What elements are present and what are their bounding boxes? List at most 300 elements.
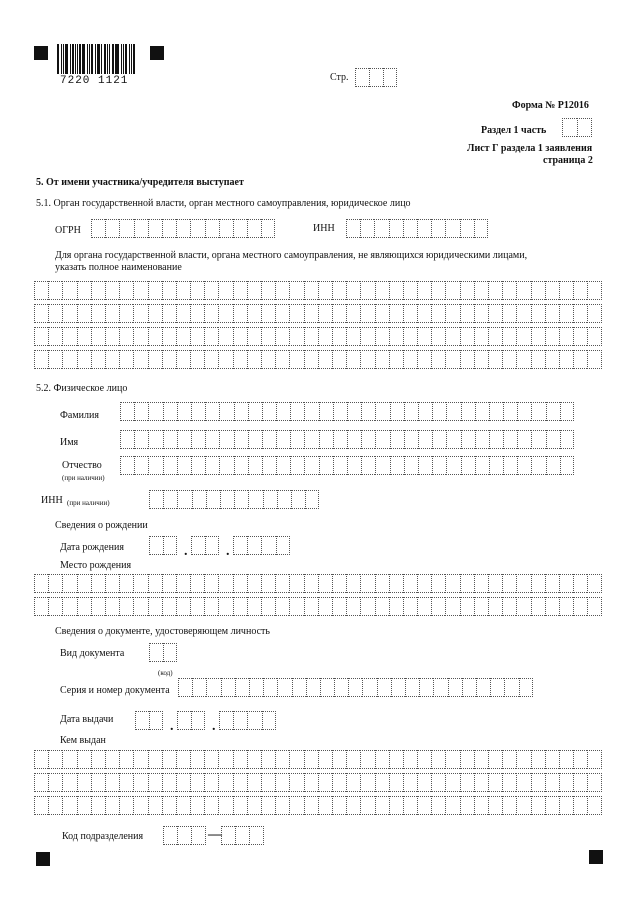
input-cell[interactable] xyxy=(105,304,119,323)
input-cell[interactable] xyxy=(261,773,275,792)
input-cell[interactable] xyxy=(148,430,162,449)
input-cell[interactable] xyxy=(545,304,559,323)
input-cell[interactable] xyxy=(162,304,176,323)
input-cell[interactable] xyxy=(191,826,205,845)
input-cell[interactable] xyxy=(234,430,248,449)
input-cell[interactable] xyxy=(290,456,304,475)
input-cell[interactable] xyxy=(516,773,530,792)
input-cell[interactable] xyxy=(445,796,459,815)
input-cell[interactable] xyxy=(62,350,76,369)
input-cell[interactable] xyxy=(34,597,48,616)
input-cell[interactable] xyxy=(204,597,218,616)
input-cell[interactable] xyxy=(262,456,276,475)
input-cell[interactable] xyxy=(148,456,162,475)
input-cell[interactable] xyxy=(178,678,192,697)
input-cell[interactable] xyxy=(176,574,190,593)
input-cell[interactable] xyxy=(445,350,459,369)
input-cell[interactable] xyxy=(34,327,48,346)
input-cell[interactable] xyxy=(276,456,290,475)
input-cell[interactable] xyxy=(91,281,105,300)
input-cell[interactable] xyxy=(290,402,304,421)
input-cell[interactable] xyxy=(460,750,474,769)
input-cell[interactable] xyxy=(460,796,474,815)
input-cell[interactable] xyxy=(91,304,105,323)
input-cell[interactable] xyxy=(261,281,275,300)
series-cells[interactable] xyxy=(178,678,533,697)
input-cell[interactable] xyxy=(48,773,62,792)
input-cell[interactable] xyxy=(204,281,218,300)
input-cell[interactable] xyxy=(559,750,573,769)
input-cell[interactable] xyxy=(559,304,573,323)
input-cell[interactable] xyxy=(403,350,417,369)
input-cell[interactable] xyxy=(516,574,530,593)
input-cell[interactable] xyxy=(389,350,403,369)
input-cell[interactable] xyxy=(404,456,418,475)
input-cell[interactable] xyxy=(360,219,374,238)
input-cell[interactable] xyxy=(176,796,190,815)
input-cell[interactable] xyxy=(134,430,148,449)
input-cell[interactable] xyxy=(431,796,445,815)
input-cell[interactable] xyxy=(289,597,303,616)
input-cell[interactable] xyxy=(375,350,389,369)
input-cell[interactable] xyxy=(445,574,459,593)
input-cell[interactable] xyxy=(346,219,360,238)
input-cell[interactable] xyxy=(221,678,235,697)
input-cell[interactable] xyxy=(318,750,332,769)
input-cell[interactable] xyxy=(417,281,431,300)
input-cell[interactable] xyxy=(488,773,502,792)
input-cell[interactable] xyxy=(560,430,574,449)
input-cell[interactable] xyxy=(304,430,318,449)
inn-cells[interactable] xyxy=(346,219,488,238)
input-cell[interactable] xyxy=(346,597,360,616)
input-cell[interactable] xyxy=(289,796,303,815)
input-cell[interactable] xyxy=(361,402,375,421)
input-cell[interactable] xyxy=(462,678,476,697)
input-cell[interactable] xyxy=(190,281,204,300)
input-cell[interactable] xyxy=(304,796,318,815)
input-cell[interactable] xyxy=(176,350,190,369)
input-cell[interactable] xyxy=(346,350,360,369)
doc-type-cells[interactable] xyxy=(149,643,177,662)
input-cell[interactable] xyxy=(176,327,190,346)
input-cell[interactable] xyxy=(503,456,517,475)
input-cell[interactable] xyxy=(377,678,391,697)
input-cell[interactable] xyxy=(91,350,105,369)
input-cell[interactable] xyxy=(418,430,432,449)
input-cell[interactable] xyxy=(332,304,346,323)
input-cell[interactable] xyxy=(489,456,503,475)
input-cell[interactable] xyxy=(162,327,176,346)
input-cell[interactable] xyxy=(162,350,176,369)
birth-year-cells[interactable] xyxy=(233,536,290,555)
input-cell[interactable] xyxy=(332,350,346,369)
input-cell[interactable] xyxy=(275,750,289,769)
input-cell[interactable] xyxy=(587,350,601,369)
input-cell[interactable] xyxy=(418,456,432,475)
input-cell[interactable] xyxy=(119,773,133,792)
input-cell[interactable] xyxy=(120,456,134,475)
input-cell[interactable] xyxy=(347,402,361,421)
input-cell[interactable] xyxy=(403,796,417,815)
name-cells[interactable] xyxy=(120,430,574,449)
input-cell[interactable] xyxy=(417,574,431,593)
input-cell[interactable] xyxy=(318,327,332,346)
surname-cells[interactable] xyxy=(120,402,574,421)
input-cell[interactable] xyxy=(233,536,247,555)
input-cell[interactable] xyxy=(531,574,545,593)
input-cell[interactable] xyxy=(204,304,218,323)
input-cell[interactable] xyxy=(262,430,276,449)
input-cell[interactable] xyxy=(516,750,530,769)
input-cell[interactable] xyxy=(573,281,587,300)
input-cell[interactable] xyxy=(587,773,601,792)
input-cell[interactable] xyxy=(162,597,176,616)
input-cell[interactable] xyxy=(531,597,545,616)
input-cell[interactable] xyxy=(446,430,460,449)
input-cell[interactable] xyxy=(247,796,261,815)
input-cell[interactable] xyxy=(191,430,205,449)
issued-by-row-3[interactable] xyxy=(34,796,602,815)
input-cell[interactable] xyxy=(516,350,530,369)
input-cell[interactable] xyxy=(531,456,545,475)
input-cell[interactable] xyxy=(177,402,191,421)
input-cell[interactable] xyxy=(235,678,249,697)
input-cell[interactable] xyxy=(275,327,289,346)
input-cell[interactable] xyxy=(559,773,573,792)
input-cell[interactable] xyxy=(531,773,545,792)
input-cell[interactable] xyxy=(559,281,573,300)
input-cell[interactable] xyxy=(149,643,163,662)
input-cell[interactable] xyxy=(445,304,459,323)
input-cell[interactable] xyxy=(134,456,148,475)
page-number-cells[interactable] xyxy=(355,68,397,87)
input-cell[interactable] xyxy=(204,350,218,369)
input-cell[interactable] xyxy=(148,796,162,815)
input-cell[interactable] xyxy=(474,796,488,815)
input-cell[interactable] xyxy=(488,574,502,593)
dept-code-cells-1[interactable] xyxy=(163,826,206,845)
input-cell[interactable] xyxy=(119,350,133,369)
input-cell[interactable] xyxy=(504,678,518,697)
input-cell[interactable] xyxy=(62,281,76,300)
input-cell[interactable] xyxy=(389,304,403,323)
input-cell[interactable] xyxy=(91,327,105,346)
input-cell[interactable] xyxy=(234,402,248,421)
input-cell[interactable] xyxy=(77,597,91,616)
input-cell[interactable] xyxy=(290,430,304,449)
input-cell[interactable] xyxy=(233,750,247,769)
name-row-2[interactable] xyxy=(34,304,602,323)
input-cell[interactable] xyxy=(361,456,375,475)
input-cell[interactable] xyxy=(177,430,191,449)
input-cell[interactable] xyxy=(247,711,261,730)
input-cell[interactable] xyxy=(502,327,516,346)
input-cell[interactable] xyxy=(587,281,601,300)
input-cell[interactable] xyxy=(218,350,232,369)
input-cell[interactable] xyxy=(133,574,147,593)
input-cell[interactable] xyxy=(516,304,530,323)
input-cell[interactable] xyxy=(304,750,318,769)
input-cell[interactable] xyxy=(318,304,332,323)
input-cell[interactable] xyxy=(105,219,119,238)
input-cell[interactable] xyxy=(304,304,318,323)
input-cell[interactable] xyxy=(247,219,261,238)
input-cell[interactable] xyxy=(448,678,462,697)
input-cell[interactable] xyxy=(218,597,232,616)
input-cell[interactable] xyxy=(545,574,559,593)
input-cell[interactable] xyxy=(306,678,320,697)
input-cell[interactable] xyxy=(445,597,459,616)
input-cell[interactable] xyxy=(347,456,361,475)
input-cell[interactable] xyxy=(489,430,503,449)
input-cell[interactable] xyxy=(545,327,559,346)
input-cell[interactable] xyxy=(247,281,261,300)
input-cell[interactable] xyxy=(235,826,249,845)
input-cell[interactable] xyxy=(460,304,474,323)
input-cell[interactable] xyxy=(247,597,261,616)
input-cell[interactable] xyxy=(190,796,204,815)
input-cell[interactable] xyxy=(545,597,559,616)
input-cell[interactable] xyxy=(545,750,559,769)
input-cell[interactable] xyxy=(205,536,219,555)
input-cell[interactable] xyxy=(417,350,431,369)
input-cell[interactable] xyxy=(192,490,206,509)
input-cell[interactable] xyxy=(162,773,176,792)
input-cell[interactable] xyxy=(62,773,76,792)
input-cell[interactable] xyxy=(163,402,177,421)
input-cell[interactable] xyxy=(133,750,147,769)
input-cell[interactable] xyxy=(546,402,560,421)
input-cell[interactable] xyxy=(177,490,191,509)
input-cell[interactable] xyxy=(474,219,488,238)
input-cell[interactable] xyxy=(220,490,234,509)
birth-day-cells[interactable] xyxy=(149,536,177,555)
input-cell[interactable] xyxy=(191,456,205,475)
input-cell[interactable] xyxy=(390,430,404,449)
input-cell[interactable] xyxy=(332,597,346,616)
input-cell[interactable] xyxy=(559,574,573,593)
input-cell[interactable] xyxy=(490,678,504,697)
issue-month-cells[interactable] xyxy=(177,711,205,730)
input-cell[interactable] xyxy=(305,490,319,509)
issued-by-row-1[interactable] xyxy=(34,750,602,769)
input-cell[interactable] xyxy=(474,327,488,346)
birth-month-cells[interactable] xyxy=(191,536,219,555)
input-cell[interactable] xyxy=(573,750,587,769)
input-cell[interactable] xyxy=(134,402,148,421)
input-cell[interactable] xyxy=(190,773,204,792)
input-cell[interactable] xyxy=(119,750,133,769)
input-cell[interactable] xyxy=(488,597,502,616)
input-cell[interactable] xyxy=(360,750,374,769)
input-cell[interactable] xyxy=(432,430,446,449)
input-cell[interactable] xyxy=(205,430,219,449)
input-cell[interactable] xyxy=(475,402,489,421)
input-cell[interactable] xyxy=(119,281,133,300)
input-cell[interactable] xyxy=(206,490,220,509)
input-cell[interactable] xyxy=(263,678,277,697)
input-cell[interactable] xyxy=(221,826,235,845)
input-cell[interactable] xyxy=(91,574,105,593)
input-cell[interactable] xyxy=(431,327,445,346)
input-cell[interactable] xyxy=(119,796,133,815)
input-cell[interactable] xyxy=(190,219,204,238)
input-cell[interactable] xyxy=(218,773,232,792)
input-cell[interactable] xyxy=(375,796,389,815)
input-cell[interactable] xyxy=(275,350,289,369)
input-cell[interactable] xyxy=(361,430,375,449)
input-cell[interactable] xyxy=(204,750,218,769)
input-cell[interactable] xyxy=(360,796,374,815)
input-cell[interactable] xyxy=(503,430,517,449)
input-cell[interactable] xyxy=(461,430,475,449)
input-cell[interactable] xyxy=(275,597,289,616)
input-cell[interactable] xyxy=(48,574,62,593)
input-cell[interactable] xyxy=(417,750,431,769)
input-cell[interactable] xyxy=(304,350,318,369)
input-cell[interactable] xyxy=(62,574,76,593)
input-cell[interactable] xyxy=(546,456,560,475)
input-cell[interactable] xyxy=(176,219,190,238)
input-cell[interactable] xyxy=(346,796,360,815)
input-cell[interactable] xyxy=(375,456,389,475)
ogrn-cells[interactable] xyxy=(91,219,275,238)
input-cell[interactable] xyxy=(517,430,531,449)
input-cell[interactable] xyxy=(48,350,62,369)
input-cell[interactable] xyxy=(346,304,360,323)
input-cell[interactable] xyxy=(162,219,176,238)
input-cell[interactable] xyxy=(162,574,176,593)
input-cell[interactable] xyxy=(531,750,545,769)
input-cell[interactable] xyxy=(360,574,374,593)
input-cell[interactable] xyxy=(204,327,218,346)
input-cell[interactable] xyxy=(417,327,431,346)
input-cell[interactable] xyxy=(48,327,62,346)
input-cell[interactable] xyxy=(275,281,289,300)
input-cell[interactable] xyxy=(261,574,275,593)
issued-by-row-2[interactable] xyxy=(34,773,602,792)
input-cell[interactable] xyxy=(517,402,531,421)
input-cell[interactable] xyxy=(91,597,105,616)
input-cell[interactable] xyxy=(432,402,446,421)
input-cell[interactable] xyxy=(417,773,431,792)
input-cell[interactable] xyxy=(403,597,417,616)
input-cell[interactable] xyxy=(148,327,162,346)
input-cell[interactable] xyxy=(346,574,360,593)
part-cells[interactable] xyxy=(562,118,592,137)
input-cell[interactable] xyxy=(233,281,247,300)
input-cell[interactable] xyxy=(502,281,516,300)
input-cell[interactable] xyxy=(248,430,262,449)
input-cell[interactable] xyxy=(304,402,318,421)
input-cell[interactable] xyxy=(190,327,204,346)
input-cell[interactable] xyxy=(318,574,332,593)
input-cell[interactable] xyxy=(475,430,489,449)
input-cell[interactable] xyxy=(318,773,332,792)
input-cell[interactable] xyxy=(546,430,560,449)
input-cell[interactable] xyxy=(218,750,232,769)
input-cell[interactable] xyxy=(119,304,133,323)
input-cell[interactable] xyxy=(403,304,417,323)
input-cell[interactable] xyxy=(375,402,389,421)
input-cell[interactable] xyxy=(502,574,516,593)
input-cell[interactable] xyxy=(163,490,177,509)
input-cell[interactable] xyxy=(417,304,431,323)
input-cell[interactable] xyxy=(346,327,360,346)
input-cell[interactable] xyxy=(445,750,459,769)
input-cell[interactable] xyxy=(119,327,133,346)
input-cell[interactable] xyxy=(233,574,247,593)
input-cell[interactable] xyxy=(149,536,163,555)
input-cell[interactable] xyxy=(162,796,176,815)
input-cell[interactable] xyxy=(559,796,573,815)
input-cell[interactable] xyxy=(559,350,573,369)
input-cell[interactable] xyxy=(375,773,389,792)
input-cell[interactable] xyxy=(247,574,261,593)
input-cell[interactable] xyxy=(205,402,219,421)
input-cell[interactable] xyxy=(403,574,417,593)
input-cell[interactable] xyxy=(332,327,346,346)
input-cell[interactable] xyxy=(460,773,474,792)
input-cell[interactable] xyxy=(360,597,374,616)
input-cell[interactable] xyxy=(219,219,233,238)
input-cell[interactable] xyxy=(347,430,361,449)
input-cell[interactable] xyxy=(204,796,218,815)
input-cell[interactable] xyxy=(233,796,247,815)
input-cell[interactable] xyxy=(531,350,545,369)
input-cell[interactable] xyxy=(34,350,48,369)
input-cell[interactable] xyxy=(176,773,190,792)
input-cell[interactable] xyxy=(389,219,403,238)
input-cell[interactable] xyxy=(460,350,474,369)
input-cell[interactable] xyxy=(62,750,76,769)
input-cell[interactable] xyxy=(248,456,262,475)
input-cell[interactable] xyxy=(431,574,445,593)
input-cell[interactable] xyxy=(105,327,119,346)
input-cell[interactable] xyxy=(34,796,48,815)
input-cell[interactable] xyxy=(105,350,119,369)
input-cell[interactable] xyxy=(502,597,516,616)
input-cell[interactable] xyxy=(404,430,418,449)
input-cell[interactable] xyxy=(219,711,233,730)
input-cell[interactable] xyxy=(531,327,545,346)
input-cell[interactable] xyxy=(62,597,76,616)
input-cell[interactable] xyxy=(48,597,62,616)
input-cell[interactable] xyxy=(445,327,459,346)
input-cell[interactable] xyxy=(474,574,488,593)
input-cell[interactable] xyxy=(190,350,204,369)
name-row-1[interactable] xyxy=(34,281,602,300)
input-cell[interactable] xyxy=(432,456,446,475)
input-cell[interactable] xyxy=(587,750,601,769)
input-cell[interactable] xyxy=(360,773,374,792)
input-cell[interactable] xyxy=(91,750,105,769)
input-cell[interactable] xyxy=(292,678,306,697)
input-cell[interactable] xyxy=(176,597,190,616)
input-cell[interactable] xyxy=(62,796,76,815)
input-cell[interactable] xyxy=(545,350,559,369)
input-cell[interactable] xyxy=(176,750,190,769)
input-cell[interactable] xyxy=(247,304,261,323)
input-cell[interactable] xyxy=(587,304,601,323)
input-cell[interactable] xyxy=(460,281,474,300)
input-cell[interactable] xyxy=(261,350,275,369)
input-cell[interactable] xyxy=(261,327,275,346)
input-cell[interactable] xyxy=(289,281,303,300)
input-cell[interactable] xyxy=(360,304,374,323)
input-cell[interactable] xyxy=(120,430,134,449)
